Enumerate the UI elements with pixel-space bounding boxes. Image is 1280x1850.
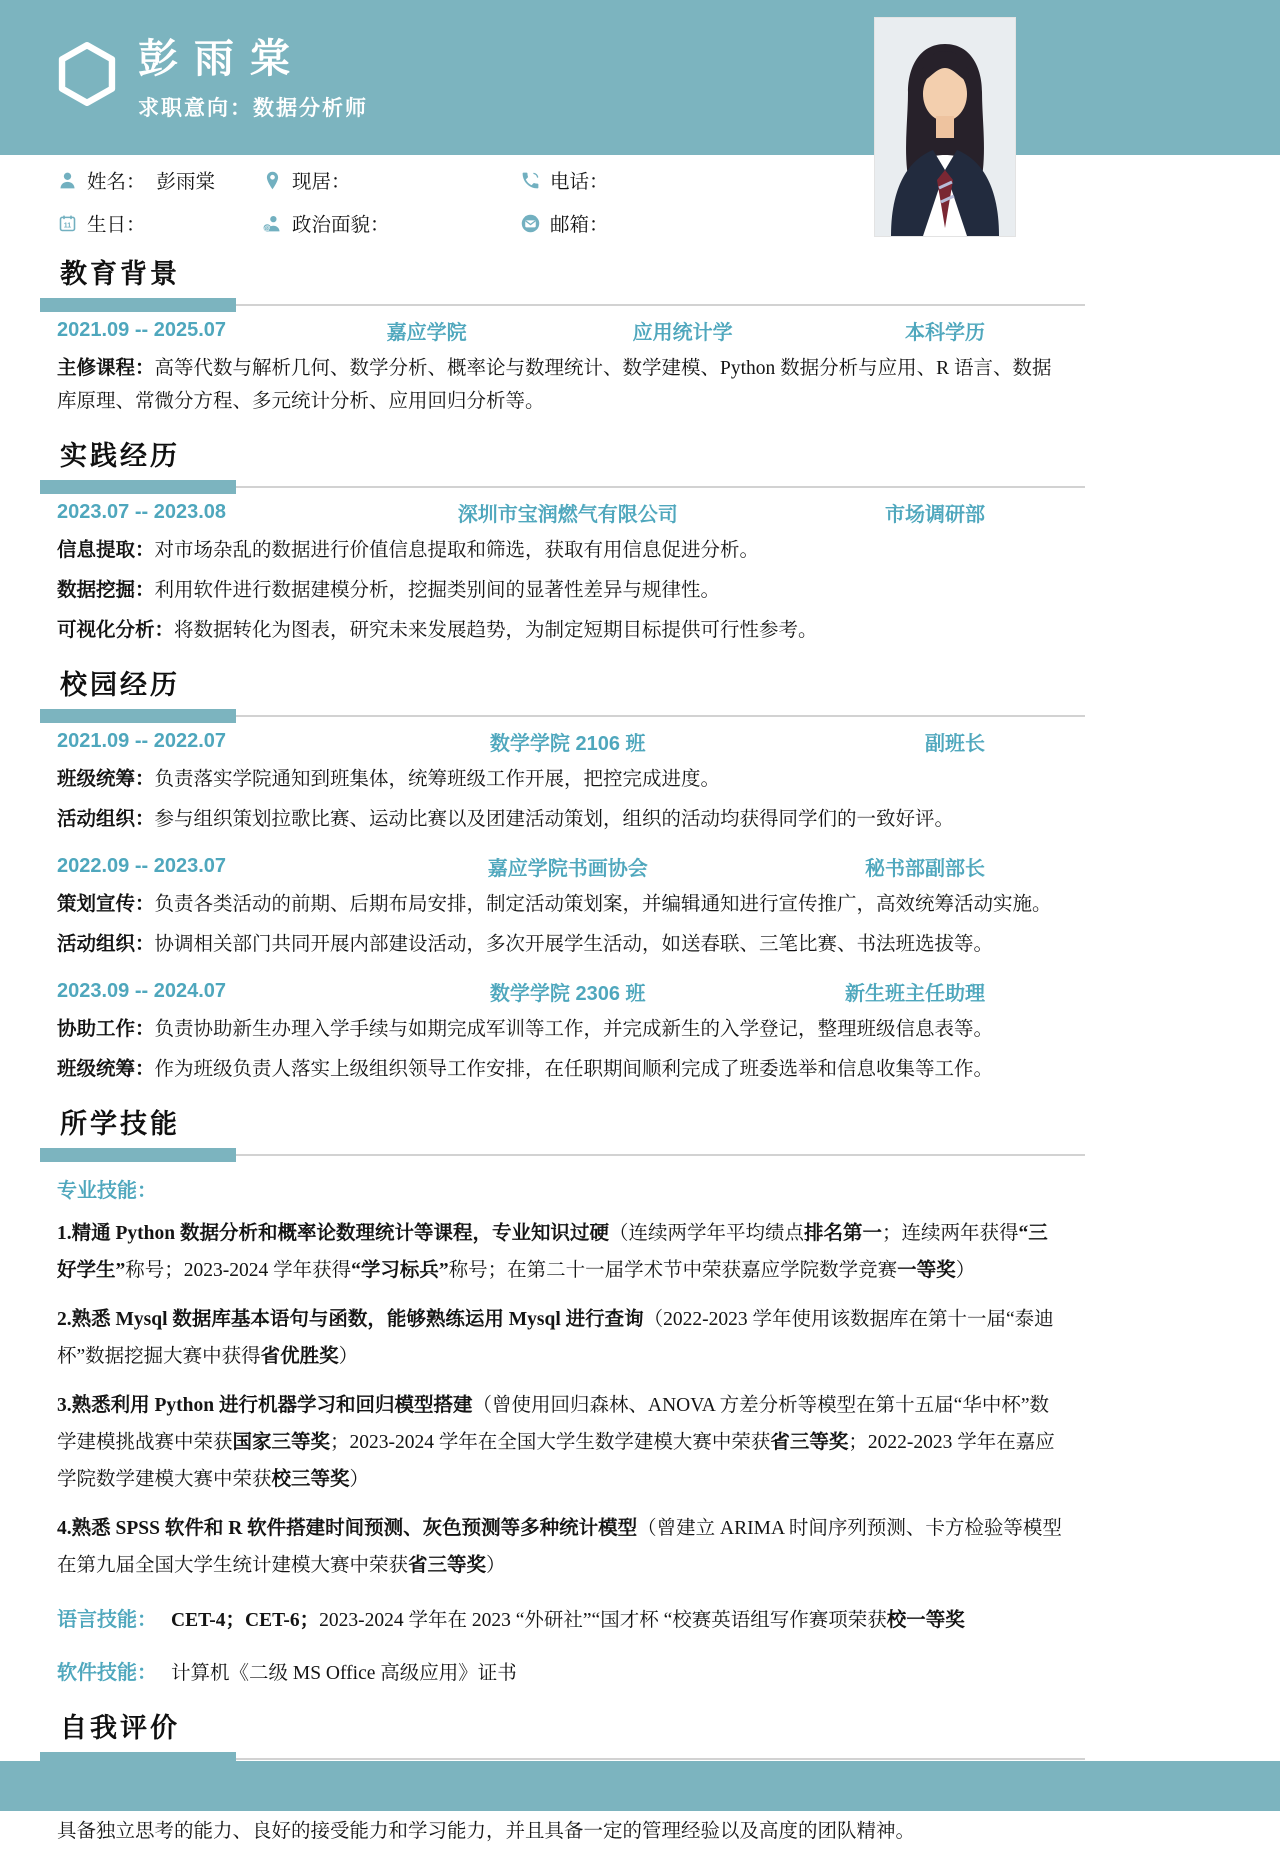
info-label: 姓名： [87, 172, 146, 193]
info-field-name [57, 166, 262, 194]
item-label: 数据挖掘： [57, 580, 155, 601]
political-status-icon [262, 213, 283, 234]
location-icon [262, 170, 283, 191]
professional-skills-label: 专业技能： [57, 1180, 157, 1202]
section-divider [40, 715, 1085, 717]
software-skills-line [57, 1657, 1065, 1690]
info-label: 电话： [550, 172, 609, 193]
section-title-education: 教育背景 [60, 259, 180, 289]
info-field-residence [262, 166, 520, 194]
item-text: 负责协助新生办理入学手续与如期完成军训等工作，并完成新生的入学登记，整理班级信息表等。 [154, 1019, 994, 1040]
item-text: 协调相关部门共同开展内部建设活动，多次开展学生活动，如送春联、三笔比赛、书法班选拔等。 [154, 934, 994, 955]
campus-item [57, 803, 1060, 836]
section-title-summary: 自我评价 [60, 1713, 180, 1743]
practice-department: 市场调研部 [884, 504, 985, 526]
software-skills-text: 计算机《二级 MS Office 高级应用》证书 [171, 1663, 517, 1684]
profile-photo [875, 18, 1015, 236]
hexagon-logo-icon [55, 28, 119, 120]
divider-accent-bar [40, 709, 236, 723]
calendar-icon [57, 213, 78, 234]
campus-role: 新生班主任助理 [844, 983, 985, 1005]
divider-accent-bar [40, 298, 236, 312]
education-dates: 2021.09 -- 2025.07 [57, 319, 227, 341]
info-label: 生日： [87, 215, 146, 236]
candidate-name: 彭雨棠 [138, 36, 306, 81]
header-band [0, 0, 1280, 155]
item-text: 作为班级负责人落实上级组织领导工作安排，在任职期间顺利完成了班委选举和信息收集等工作。 [154, 1059, 994, 1080]
info-field-email [520, 209, 847, 237]
item-label: 策划宣传： [57, 894, 155, 915]
divider-accent-bar [40, 480, 236, 494]
section-divider [40, 486, 1085, 488]
education-degree: 本科学历 [904, 322, 985, 344]
practice-header-row [40, 498, 1085, 527]
divider-accent-bar [40, 1148, 236, 1162]
education-major: 应用统计学 [632, 322, 733, 344]
campus-dates: 2021.09 -- 2022.07 [57, 730, 227, 752]
section-divider [40, 1154, 1085, 1156]
skill-item-3: 3.熟悉利用 Python 进行机器学习和回归模型搭建（曾使用回归森林、ANOVA 方差分析等模型在第十五届“华中杯”数学建模挑战赛中荣获国家三等奖；2023-2024 学年在全国大学生数学建模大赛中荣获省三等奖；2022-2023 学年在嘉应学院数学建模大赛中荣获校三等奖） [57, 1395, 1055, 1490]
item-text: 将数据转化为图表，研究未来发展趋势，为制定短期目标提供可行性参考。 [174, 620, 818, 641]
language-skills-label: 语言技能： [57, 1609, 157, 1631]
language-skills-text: CET-4；CET-6；2023-2024 学年在 2023 “外研社”“国才杯 “校赛英语组写作赛项荣获校一等奖 [171, 1610, 965, 1631]
practice-item [57, 614, 1060, 647]
skill-item-4: 4.熟悉 SPSS 软件和 R 软件搭建时间预测、灰色预测等多种统计模型（曾建立 ARIMA 时间序列预测、卡方检验等模型在第九届全国大学生统计建模大赛中荣获省三等奖） [57, 1518, 1062, 1576]
campus-dates: 2022.09 -- 2023.07 [57, 855, 227, 877]
info-field-phone [520, 166, 847, 194]
svg-text:@: @ [264, 224, 271, 232]
svg-text:11: 11 [63, 221, 72, 229]
practice-company: 深圳市宝润燃气有限公司 [457, 504, 678, 526]
campus-item [57, 1053, 1060, 1086]
info-field-political-status [262, 209, 520, 237]
resume-content [0, 246, 1280, 1850]
info-label: 邮箱： [550, 215, 609, 236]
campus-item [57, 1013, 1060, 1046]
section-divider [40, 1758, 1085, 1760]
info-value: 彭雨棠 [156, 172, 216, 193]
campus-role: 秘书部副部长 [864, 858, 985, 880]
courses-text: 高等代数与解析几何、数学分析、概率论与数理统计、数学建模、Python 数据分析与应用、R 语言、数据库原理、常微分方程、多元统计分析、应用回归分析等。 [57, 358, 1052, 412]
campus-org: 数学学院 2106 班 [489, 733, 646, 755]
item-text: 利用软件进行数据建模分析，挖掘类别间的显著性差异与规律性。 [154, 580, 721, 601]
user-icon [57, 170, 78, 191]
item-text: 对市场杂乱的数据进行价值信息提取和筛选，获取有用信息促进分析。 [154, 540, 760, 561]
campus-org: 数学学院 2306 班 [489, 983, 646, 1005]
item-text: 负责各类活动的前期、后期布局安排，制定活动策划案，并编辑通知进行宣传推广，高效统筹活动实施。 [154, 894, 1052, 915]
campus-header-row [40, 727, 1085, 756]
campus-item [57, 763, 1060, 796]
campus-header-row [40, 977, 1085, 1006]
campus-item [57, 888, 1060, 921]
practice-item [57, 534, 1060, 567]
item-label: 班级统筹： [57, 1059, 155, 1080]
campus-org: 嘉应学院书画协会 [487, 858, 648, 880]
section-title-skills: 所学技能 [60, 1109, 180, 1139]
section-divider [40, 304, 1085, 306]
courses-label: 主修课程： [57, 358, 155, 379]
info-label: 政治面貌： [292, 215, 390, 236]
item-label: 可视化分析： [57, 620, 175, 641]
skill-item-1: 1.精通 Python 数据分析和概率论数理统计等课程，专业知识过硬（连续两学年平均绩点排名第一；连续两年获得“三好学生”称号；2023-2024 学年获得“学习标兵”称号；在第二十一届学术节中荣获嘉应学院数学竞赛一等奖） [57, 1223, 1048, 1281]
item-text: 负责落实学院通知到班集体，统筹班级工作开展，把控完成进度。 [154, 769, 721, 790]
footer-band [0, 1761, 1280, 1811]
item-label: 活动组织： [57, 934, 155, 955]
campus-dates: 2023.09 -- 2024.07 [57, 980, 227, 1002]
mail-icon [520, 213, 541, 234]
info-label: 现居： [292, 172, 351, 193]
language-skills-line [57, 1604, 1065, 1637]
practice-dates: 2023.07 -- 2023.08 [57, 501, 227, 523]
campus-item [57, 928, 1060, 961]
info-field-birthday [57, 209, 262, 237]
item-text: 参与组织策划拉歌比赛、运动比赛以及团建活动策划，组织的活动均获得同学们的一致好评。 [154, 809, 955, 830]
item-label: 活动组织： [57, 809, 155, 830]
section-title-campus: 校园经历 [60, 670, 180, 700]
section-title-practice: 实践经历 [60, 441, 180, 471]
skill-item-2: 2.熟悉 Mysql 数据库基本语句与函数，能够熟练运用 Mysql 进行查询（2022-2023 学年使用该数据库在第十一届“泰迪杯”数据挖掘大赛中获得省优胜奖） [57, 1309, 1054, 1367]
item-label: 信息提取： [57, 540, 155, 561]
personal-info [57, 166, 847, 237]
practice-item [57, 574, 1060, 607]
item-label: 协助工作： [57, 1019, 155, 1040]
campus-header-row [40, 852, 1085, 881]
education-school: 嘉应学院 [386, 322, 467, 344]
education-courses [57, 352, 1060, 418]
phone-icon [520, 170, 541, 191]
header-text [138, 36, 368, 122]
item-label: 班级统筹： [57, 769, 155, 790]
education-header-row [40, 316, 1085, 345]
summary-text-line: 具备独立思考的能力、良好的接受能力和学习能力，并且具备一定的管理经验以及高度的团队精神。 [57, 1821, 916, 1842]
job-intention: 求职意向：数据分析师 [138, 97, 368, 120]
software-skills-label: 软件技能： [57, 1662, 157, 1684]
campus-role: 副班长 [924, 733, 985, 755]
